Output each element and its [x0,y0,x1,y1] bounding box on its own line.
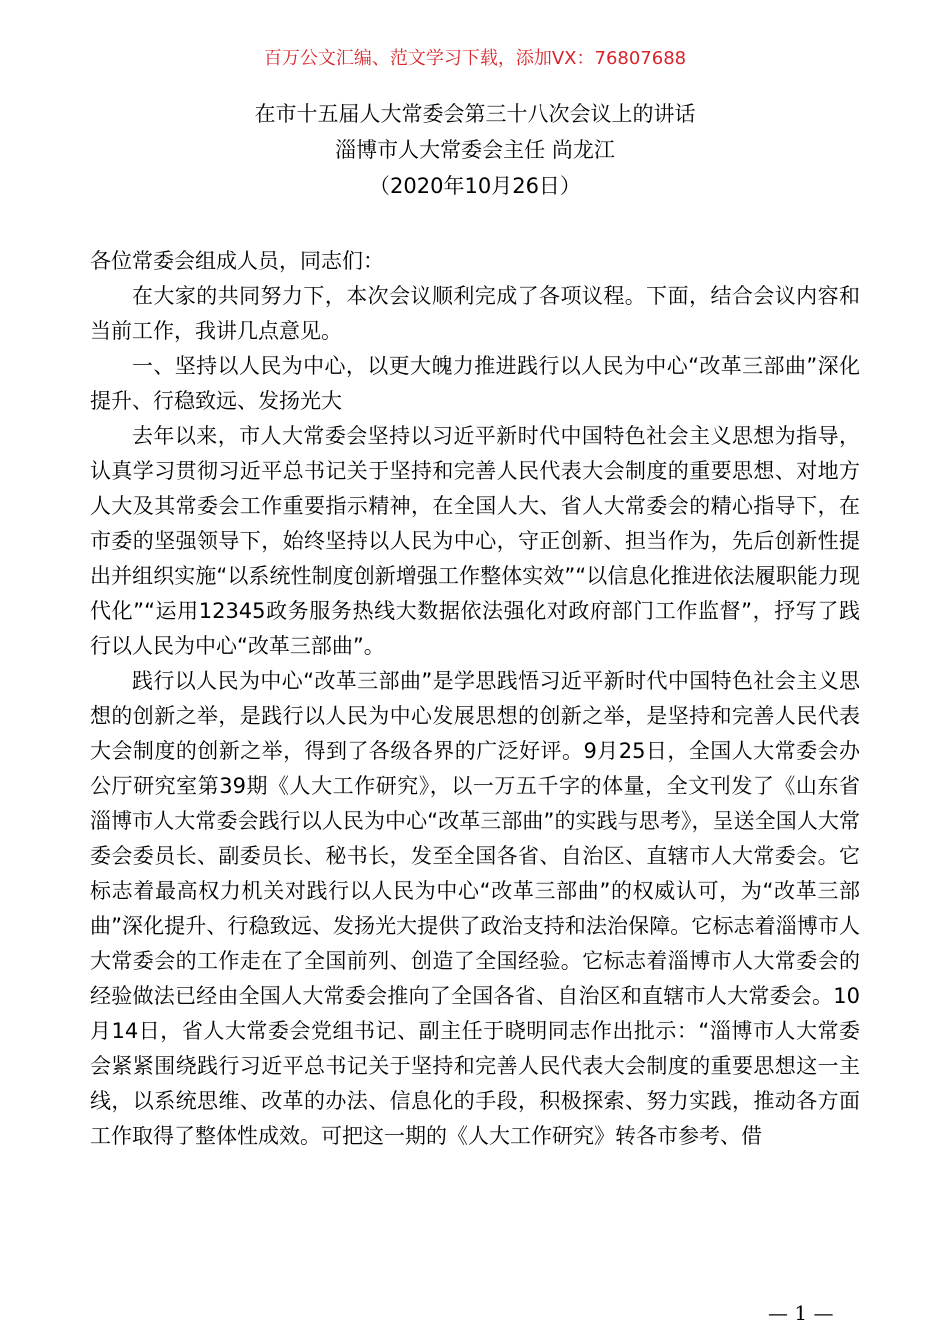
speech-date: （2020年10月26日） [369,174,581,198]
document-title: 在市十五届人大常委会第三十八次会议上的讲话 [254,102,696,126]
paragraph: 去年以来，市人大常委会坚持以习近平新时代中国特色社会主义思想为指导，认真学习贯彻习近平总书记关于坚持和完善人民代表大会制度的重要思想、对地方人大及其常委会工作重要指示精神，在全国人大、省人大常委会的精心指导下，在市委的坚强领导下，始终坚持以人民为中心，守正创新、担当作为，先后创新性提出并组织实施“以系统性制度创新增强工作整体实效”“以信息化推进依法履职能力现代化”“运用12345政务服务热线大数据依法强化对政府部门工作监督”，抒写了践行以人民为中心“改革三部曲”。 [90,424,860,658]
paragraph-intro: 在大家的共同努力下，本次会议顺利完成了各项议程。下面，结合会议内容和当前工作，我讲几点意见。 [90,284,860,343]
section-heading-1: 一、坚持以人民为中心，以更大魄力推进践行以人民为中心“改革三部曲”深化提升、行稳致远、发扬光大 [90,354,860,413]
promo-banner: 百万公文汇编、范文学习下载，添加VX：76807688 [263,48,687,69]
paragraph: 践行以人民为中心“改革三部曲”是学思践悟习近平新时代中国特色社会主义思想的创新之举，是践行以人民为中心发展思想的创新之举，是坚持和完善人民代表大会制度的创新之举，得到了各级各界的广泛好评。9月25日，全国人大常委会办公厅研究室第39期《人大工作研究》，以一万五千字的体量，全文刊发了《山东省淄博市人大常委会践行以人民为中心“改革三部曲”的实践与思考》，呈送全国人大常委会委员长、副委员长、秘书长，发至全国各省、自治区、直辖市人大常委会。它标志着最高权力机关对践行以人民为中心“改革三部曲”的权威认可，为“改革三部曲”深化提升、行稳致远、发扬光大提供了政治支持和法治保障。它标志着淄博市人大常委会的工作走在了全国前列、创造了全国经验。它标志着淄博市人大常委会的经验做法已经由全国人大常委会推向了全国各省、自治区和直辖市人大常委会。10月14日，省人大常委会党组书记、副主任于晓明同志作出批示：“淄博市人大常委会紧紧围绕践行习近平总书记关于坚持和完善人民代表大会制度的重要思想这一主线，以系统思维、改革的办法、信息化的手段，积极探索、努力实践，推动各方面工作取得了整体性成效。可把这一期的《人大工作研究》转各市参考、借 [90,669,860,1148]
document-header [0,96,950,204]
salutation: 各位常委会组成人员，同志们： [90,249,384,273]
page-number: — 1 — [768,1301,834,1325]
speaker-line: 淄博市人大常委会主任 尚龙江 [335,138,615,162]
speech-body [90,244,860,1154]
